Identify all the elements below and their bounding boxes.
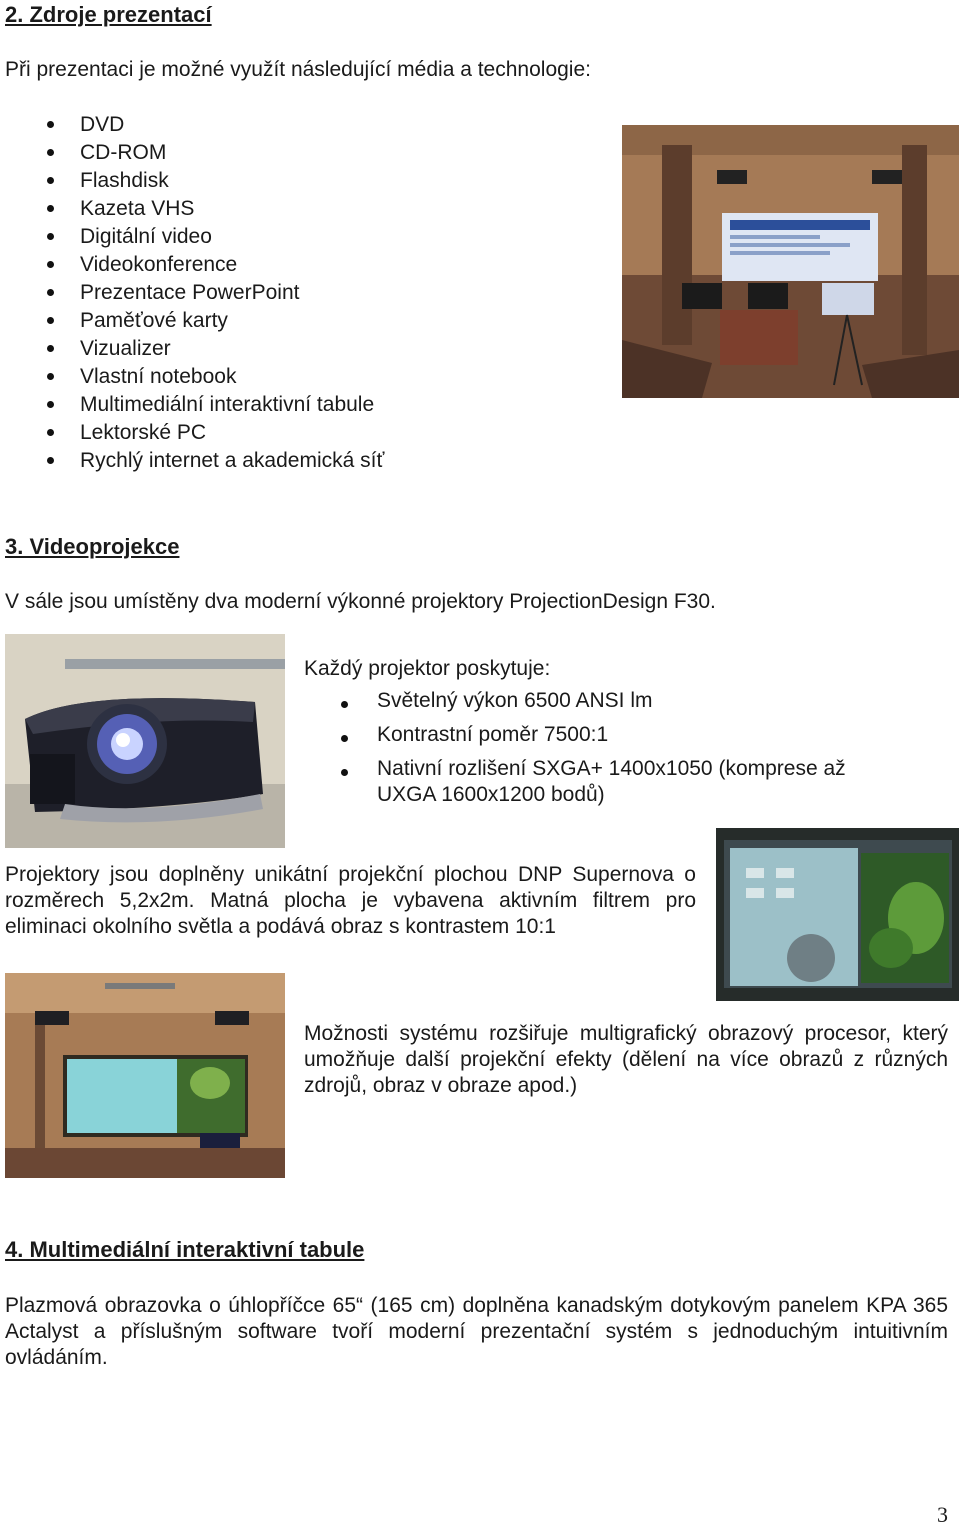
list-item: Prezentace PowerPoint [5, 279, 605, 307]
section-2-intro: Při prezentaci je možné využít následující média a technologie: [5, 58, 591, 81]
processor-description: Možnosti systému rozšiřuje multigrafický obrazový procesor, který umožňuje další projekční efekty (dělení na více obrazů z různých zdrojů, obraz v obraze apod.) [304, 1022, 948, 1097]
page-number: 3 [937, 1502, 948, 1527]
list-item: CD-ROM [5, 139, 605, 167]
list-item: Kontrastní poměr 7500:1 [304, 722, 924, 748]
list-item: Lektorské PC [5, 419, 605, 447]
list-item: Kazeta VHS [5, 195, 605, 223]
screen-description: Projektory jsou doplněny unikátní projekční plochou DNP Supernova o rozměrech 5,2x2m. Matná plocha je vybavena aktivním filtrem pro eliminaci okolního světla a podává obraz s kontrastem 10:1 [5, 863, 696, 938]
list-item: Vizualizer [5, 335, 605, 363]
media-list [5, 111, 605, 475]
section-4-text: Plazmová obrazovka o úhlopříčce 65“ (165 cm) doplněna kanadským dotykovým panelem KPA 365 Actalyst a příslušným software tvoří moderní prezentační systém s jednoduchým intuitivním ovládáním. [5, 1294, 948, 1369]
section-2-heading: 2. Zdroje prezentací [5, 2, 212, 27]
projection-screen-photo [716, 828, 959, 1001]
list-item: Videokonference [5, 251, 605, 279]
list-item: Multimediální interaktivní tabule [5, 391, 605, 419]
list-item: Flashdisk [5, 167, 605, 195]
dual-screen-photo [5, 973, 285, 1178]
list-item: Digitální video [5, 223, 605, 251]
projector-photo [5, 634, 285, 848]
list-item: Paměťové karty [5, 307, 605, 335]
list-item: Světelný výkon 6500 ANSI lm [304, 688, 924, 714]
section-3-intro: V sále jsou umístěny dva moderní výkonné projektory ProjectionDesign F30. [5, 590, 716, 613]
projector-features-list [304, 688, 924, 808]
list-item: Rychlý internet a akademická síť [5, 447, 605, 475]
section-3-heading: 3. Videoprojekce [5, 534, 180, 559]
projector-intro: Každý projektor poskytuje: [304, 657, 551, 680]
lecture-hall-photo [622, 125, 959, 398]
list-item: Vlastní notebook [5, 363, 605, 391]
list-item: DVD [5, 111, 605, 139]
list-item: Nativní rozlišení SXGA+ 1400x1050 (komprese až UXGA 1600x1200 bodů) [304, 756, 897, 808]
section-4-heading: 4. Multimediální interaktivní tabule [5, 1237, 365, 1262]
